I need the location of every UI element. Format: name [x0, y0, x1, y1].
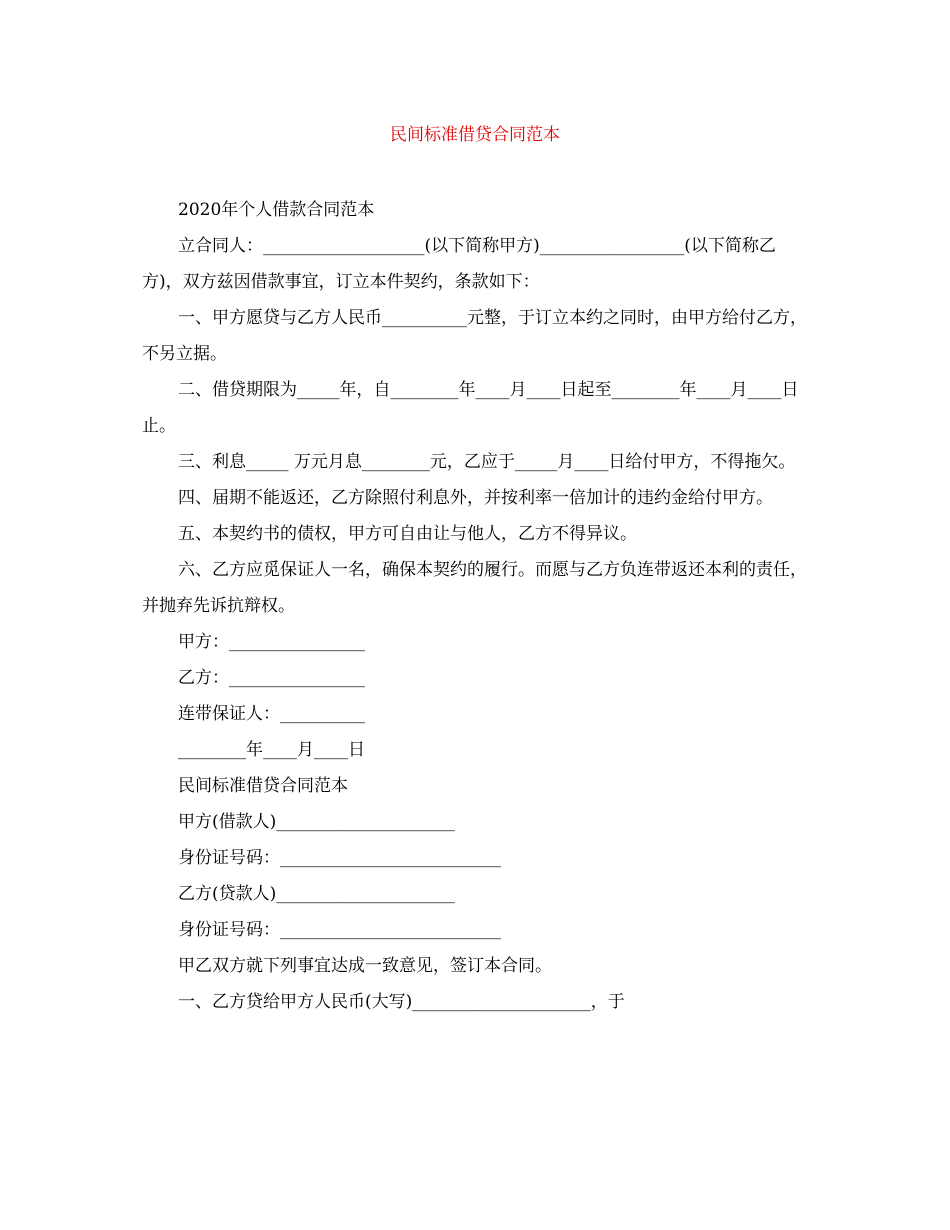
party-b-signature-line: 乙方：________________: [178, 668, 365, 688]
clause-5-paragraph: 五、本契约书的债权，甲方可自由让与他人，乙方不得异议。: [178, 524, 637, 544]
date-line: ________年____月____日: [178, 740, 365, 760]
clause-6-paragraph: 六、乙方应觅保证人一名，确保本契约的履行。而愿与乙方负连带返还本利的责任，并抛弃先诉抗辩权。: [142, 560, 807, 616]
document-body: [142, 192, 810, 1020]
lender-line: 乙方(贷款人)_____________________: [178, 884, 455, 904]
borrower-line: 甲方(借款人)_____________________: [178, 812, 455, 832]
clause-4-paragraph: 四、届期不能返还，乙方除照付利息外，并按利率一倍加计的违约金给付甲方。: [178, 488, 773, 508]
clause-1-paragraph: 一、甲方愿贷与乙方人民币__________元整，于订立本约之同时，由甲方给付乙方，不另立据。: [142, 308, 807, 364]
party-a-signature-line: 甲方：________________: [178, 632, 365, 652]
second-clause-1-paragraph: 一、乙方贷给甲方人民币(大写)_____________________，于: [178, 992, 625, 1012]
borrower-id-line: 身份证号码：__________________________: [178, 848, 501, 868]
clause-2-paragraph: 二、借贷期限为_____年，自________年____月____日起至________年____月____日止。: [142, 380, 799, 436]
document-title: 民间标准借贷合同范本: [390, 125, 560, 145]
lender-id-line: 身份证号码：__________________________: [178, 920, 501, 940]
parties-paragraph: 立合同人：___________________(以下简称甲方)_________________(以下简称乙方)，双方兹因借款事宜，订立本件契约，条款如下：: [142, 236, 776, 292]
second-contract-heading: 民间标准借贷合同范本: [178, 776, 348, 796]
guarantor-signature-line: 连带保证人：__________: [178, 704, 365, 724]
clause-3-paragraph: 三、利息_____ 万元月息________元，乙应于_____月____日给付甲方，不得拖欠。: [178, 452, 796, 472]
subtitle-paragraph: 2020年个人借款合同范本: [178, 200, 375, 220]
agreement-statement: 甲乙双方就下列事宜达成一致意见，签订本合同。: [178, 956, 552, 976]
